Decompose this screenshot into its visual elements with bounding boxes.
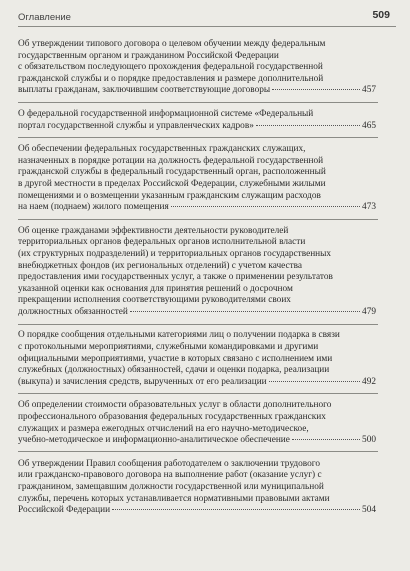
toc-entry-line: внебюджетных фондов (их региональных отделений) с учетом качества (18, 260, 303, 271)
toc-entry-line: территориальных органов федеральных органов исполнительной власти (18, 237, 306, 248)
toc-entry (18, 400, 376, 446)
dot-leader (112, 508, 360, 510)
dot-leader (256, 124, 360, 126)
toc-entry-line: гражданином, замещавшим должности государственной или муниципальной (18, 482, 324, 492)
dot-leader (171, 205, 360, 207)
toc-entry-line: гражданской службы в федеральный государственный орган, расположенный (18, 167, 326, 178)
toc-page-number: 504 (362, 505, 376, 516)
toc-entry (18, 330, 376, 388)
toc-entry-line (18, 85, 376, 97)
toc-entry-text: учебно-методическое и информационно-аналитическое обеспечение (18, 435, 290, 446)
dot-leader (130, 310, 360, 312)
toc-entry-line: службы, перечень которых устанавливается нормативными правовыми актами (18, 493, 330, 504)
toc-entry (18, 459, 376, 517)
toc-entry (18, 226, 376, 319)
toc-entry (18, 109, 376, 132)
entry-separator (18, 451, 378, 452)
toc-entry-line: помещениями и о возмещении указанным гражданским служащим расходов (18, 190, 321, 201)
toc-entry-line (18, 202, 376, 214)
toc-entry-text: (выкупа) и зачисления средств, вырученных от его реализации (18, 376, 267, 387)
toc-entry-line: служебных (должностных) обязанностей, сдачи и оценки подарка, реализации (18, 365, 330, 376)
toc-entry-line: прекращении исполнения соответствующими руководителями своих (18, 295, 291, 306)
toc-entry-line: Об определении стоимости образовательных услуг в области дополнительного (18, 400, 332, 411)
toc-entry-line: или гражданско-правового договора на выполнение работ (оказание услуг) с (18, 470, 322, 481)
toc-list (18, 39, 376, 529)
entry-separator (18, 219, 378, 220)
toc-entry-line (18, 435, 376, 447)
toc-entry-text: портал государственной службы и управленческих кадров» (18, 120, 254, 131)
toc-entry-line (18, 307, 376, 319)
toc-entry (18, 144, 376, 214)
toc-entry-line (18, 505, 376, 517)
entry-separator (18, 324, 378, 325)
toc-page-number: 479 (362, 306, 376, 317)
toc-entry-line: с обязательством последующего прохождения федеральной государственной (18, 62, 323, 73)
toc-entry-line (18, 377, 376, 389)
dot-leader (269, 380, 360, 382)
toc-entry-line: государственным органом и гражданином Российской Федерации (18, 50, 279, 61)
toc-entry-line: (их структурных подразделений) и территориальных органов государственных (18, 248, 332, 259)
toc-entry-line: гражданской службы и о порядке предоставления и размере дополнительной (18, 73, 324, 84)
entry-separator (18, 137, 378, 138)
toc-entry-line: официальными мероприятиями, участие в которых связано с исполнением ими (18, 353, 333, 364)
toc-entry-text: должностных обязанностей (18, 306, 128, 317)
toc-entry-line: Об утверждении типового договора о целевом обучении между федеральным (18, 39, 326, 49)
toc-entry-line: О порядке сообщения отдельными категориями лиц о получении подарка в связи (18, 330, 340, 341)
toc-entry-line: указанной оценки как основания для принятия решений о досрочном (18, 283, 293, 294)
toc-page-number: 492 (362, 376, 376, 387)
toc-entry-line: О федеральной государственной информационной системе «Федеральный (18, 108, 314, 119)
toc-entry-line: профессионального образования федеральных государственных гражданских (18, 412, 326, 423)
toc-page-number: 500 (362, 435, 376, 446)
page-number: 509 (372, 9, 390, 21)
dot-leader (292, 438, 360, 440)
toc-entry-line: Об обеспечении федеральных государственных гражданских служащих, (18, 144, 306, 155)
toc-entry (18, 39, 376, 97)
entry-separator (18, 393, 378, 394)
toc-entry-text: на наем (поднаем) жилого помещения (18, 202, 169, 213)
toc-entry-line: служащих и размера ежегодных отчислений на его научно-методическое, (18, 423, 309, 434)
section-title: Оглавление (18, 12, 71, 23)
toc-entry-line: предоставления ими государственных услуг, а также о применении результатов (18, 272, 333, 283)
toc-entry-line (18, 121, 376, 133)
toc-page-number: 465 (362, 120, 376, 131)
toc-entry-line: в другой местности в пределах Российской Федерации, служебными жилыми (18, 178, 326, 189)
dot-leader (272, 88, 360, 90)
page-header (18, 9, 396, 27)
toc-entry-text: выплаты гражданам, заключившим соответствующие договоры (18, 85, 271, 96)
toc-entry-line: назначенных в порядке ротации на должность федеральной государственной (18, 155, 324, 166)
toc-entry-line: Об утверждении Правил сообщения работодателем о заключении трудового (18, 458, 320, 469)
toc-entry-text: Российской Федерации (18, 505, 111, 516)
toc-page-number: 473 (362, 202, 376, 213)
toc-page-number: 457 (362, 85, 376, 96)
entry-separator (18, 102, 378, 103)
toc-entry-line: с протокольными мероприятиями, служебными командировками и другими (18, 342, 319, 353)
toc-entry-line: Об оценке гражданами эффективности деятельности руководителей (18, 225, 289, 236)
